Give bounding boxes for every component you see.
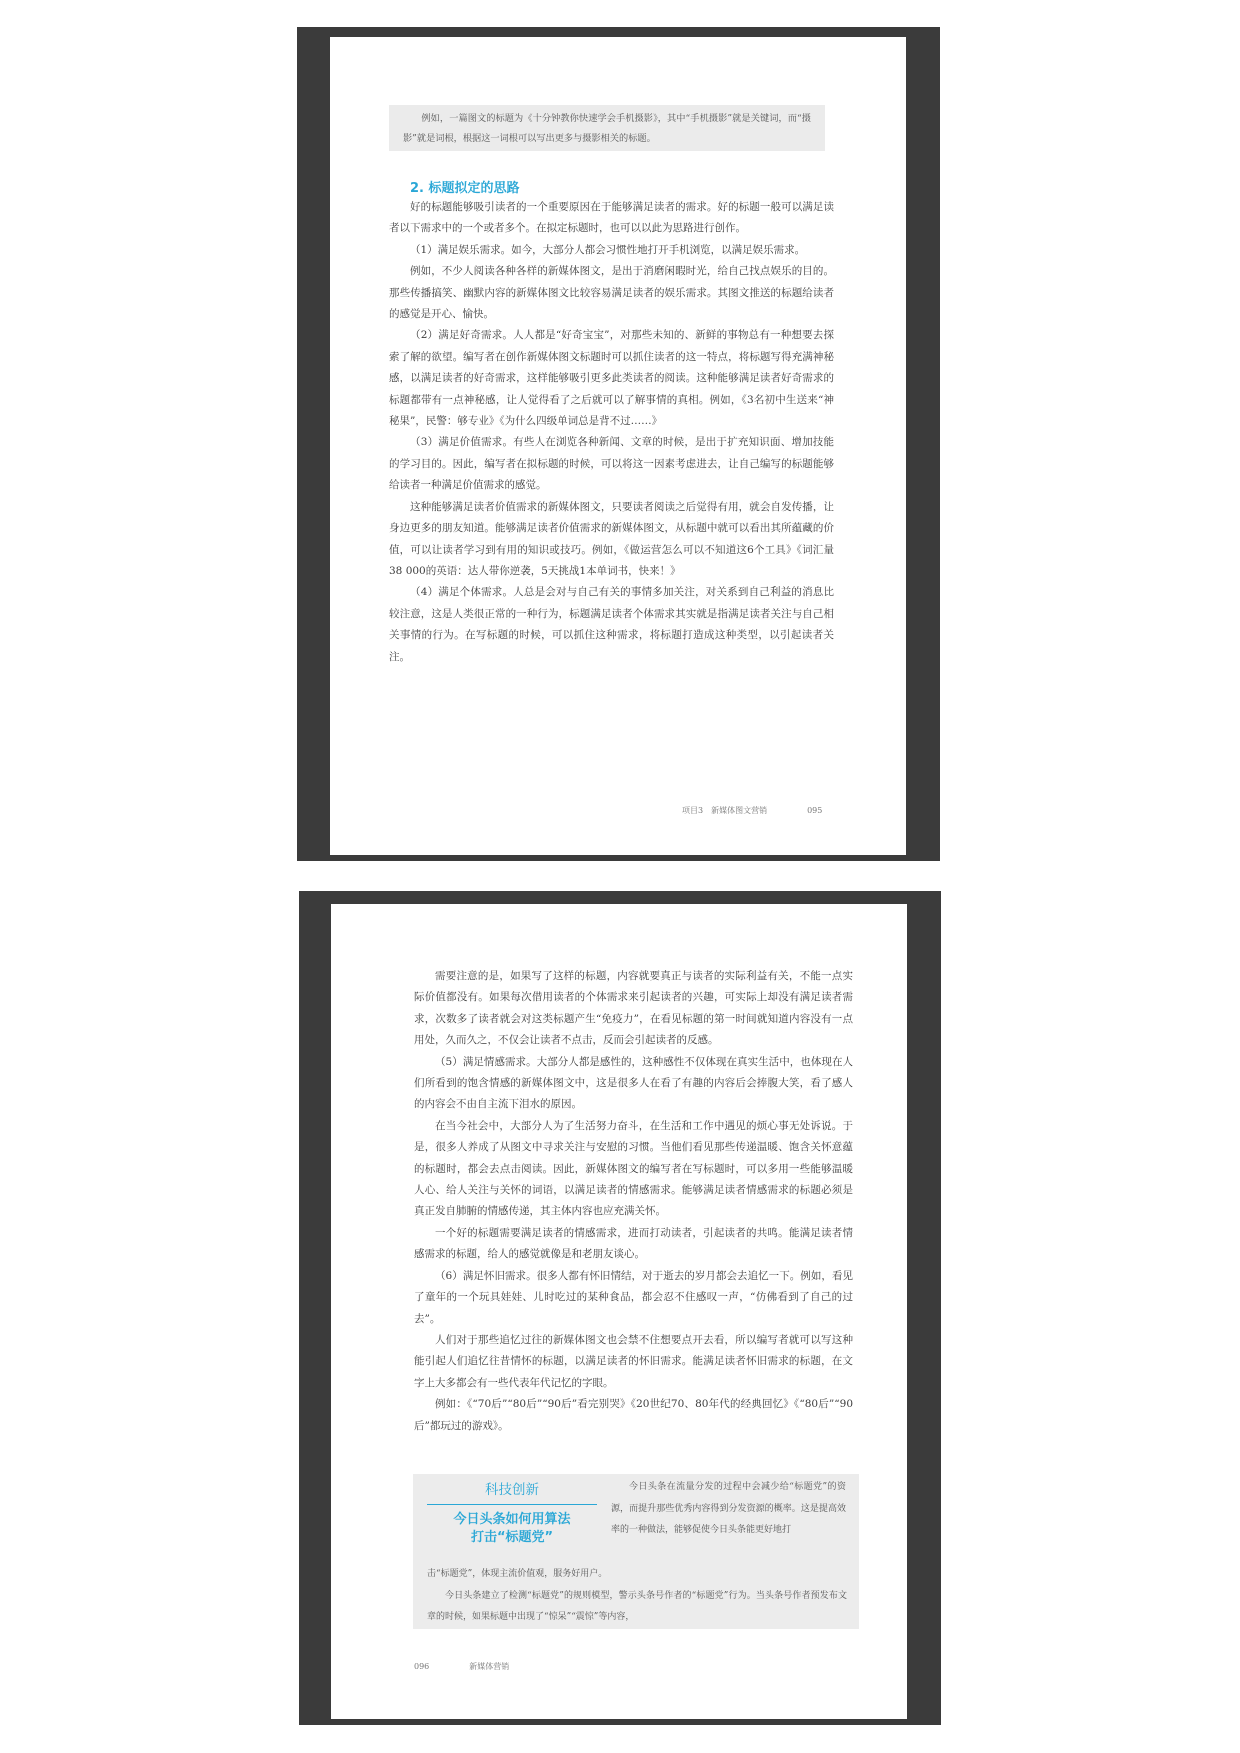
tech-box-bottom-text <box>427 1564 847 1629</box>
book-page-095 <box>330 37 906 855</box>
paragraph: 一个好的标题需要满足读者的情感需求，进而打动读者，引起读者的共鸣。能满足读者情感需求的标题，给人的感觉就像是和老朋友谈心。 <box>414 1226 853 1261</box>
body-text <box>414 966 853 1437</box>
page-scan-1 <box>297 27 940 861</box>
paragraph: 这种能够满足读者价值需求的新媒体图文，只要读者阅读之后觉得有用，就会自发传播，让身边更多的朋友知道。能够满足读者价值需求的新媒体图文，从标题中就可以看出其所蕴藏的价值，可以让读者学习到有用的知识或技巧。例如，《做运营怎么可以不知道这6个工具》《词汇量38 000的英语：达人带你逆袭，5天挑战1本单词书，快来！》 <box>389 500 834 577</box>
paragraph: （1）满足娱乐需求。如今，大部分人都会习惯性地打开手机浏览，以满足娱乐需求。 <box>410 243 806 256</box>
paragraph: （5）满足情感需求。大部分人都是感性的，这种感性不仅体现在真实生活中，也体现在人们所看到的饱含情感的新媒体图文中，这是很多人在看了有趣的内容后会捧腹大笑，看了感人的内容会不由自主流下泪水的原因。 <box>414 1055 853 1111</box>
page-footer <box>682 805 822 816</box>
page-scan-2 <box>299 891 941 1725</box>
paragraph: （3）满足价值需求。有些人在浏览各种新闻、文章的时候，是出于扩充知识面、增加技能的学习目的。因此，编写者在拟标题的时候，可以将这一因素考虑进去，让自己编写的标题能够给读者一种满足价值需求的感觉。 <box>389 436 834 492</box>
tech-box-continued: 击“标题党”，体现主流价值观，服务好用户。 <box>427 1569 608 1579</box>
tech-box-title-line: 今日头条如何用算法 <box>453 1512 571 1527</box>
page-number: 096 <box>414 1662 430 1671</box>
section-title: 2. 标题拟定的思路 <box>410 181 520 196</box>
tech-box-heading <box>427 1480 597 1547</box>
tech-innovation-box <box>413 1474 859 1629</box>
page-footer <box>414 1661 509 1672</box>
example-box <box>389 105 825 151</box>
footer-chapter: 项目3 新媒体图文营销 <box>682 806 768 815</box>
example-text: 例如，一篇图文的标题为《十分钟教你快速学会手机摄影》，其中“手机摄影”就是关键词，而“摄影”就是词根，根据这一词根可以写出更多与摄影相关的标题。 <box>403 113 811 144</box>
paragraph: （2）满足好奇需求。人人都是“好奇宝宝”，对那些未知的、新鲜的事物总有一种想要去探索了解的欲望。编写者在创作新媒体图文标题时可以抓住读者的这一特点，将标题写得充满神秘感，以满足读者的好奇需求，这样能够吸引更多此类读者的阅读。这种能够满足读者好奇需求的标题都带有一点神秘感，让人觉得看了之后就可以了解事情的真相。例如，《3名初中生送来“神秘果”，民警：够专业》《为什么四级单词总是背不过……》 <box>389 329 834 428</box>
paragraph: 例如：《“70后”“80后”“90后”看完别哭》《20世纪70、80年代的经典回忆》《“80后”“90后”都玩过的游戏》。 <box>414 1398 853 1432</box>
paragraph: 需要注意的是，如果写了这样的标题，内容就要真正与读者的实际利益有关，不能一点实际价值都没有。如果每次借用读者的个体需求来引起读者的兴趣，可实际上却没有满足读者需求，次数多了读者就会对这类标题产生“免疫力”，在看见标题的第一时间就知道内容没有一点用处，久而久之，不仅会让读者不点击，反而会引起读者的反感。 <box>414 970 853 1047</box>
page-number: 095 <box>807 806 823 815</box>
tech-box-title-line: 打击“标题党” <box>470 1530 554 1545</box>
tech-box-title <box>427 1511 597 1547</box>
paragraph: 好的标题能够吸引读者的一个重要原因在于能够满足读者的需求。好的标题一般可以满足读者以下需求中的一个或者多个。在拟定标题时，也可以以此为思路进行创作。 <box>389 201 834 235</box>
book-page-096 <box>331 904 907 1719</box>
paragraph: 在当今社会中，大部分人为了生活努力奋斗，在生活和工作中遇见的烦心事无处诉说。于是，很多人养成了从图文中寻求关注与安慰的习惯。当他们看见那些传递温暖、饱含关怀意蕴的标题时，都会去点击阅读。因此，新媒体图文的编写者在写标题时，可以多用一些能够温暖人心、给人关注与关怀的词语，以满足读者的情感需求。能够满足读者情感需求的标题必须是真正发自肺腑的情感传递，其主体内容也应充满关怀。 <box>414 1119 853 1218</box>
paragraph: （6）满足怀旧需求。很多人都有怀旧情结，对于逝去的岁月都会去追忆一下。例如，看见了童年的一个玩具娃娃、儿时吃过的某种食品，都会忍不住感叹一声，“仿佛看到了自己的过去”。 <box>414 1269 853 1325</box>
tech-box-paragraph: 今日头条在流量分发的过程中会减少给“标题党”的资源，而提升那些优秀内容得到分发资源的概率。这是提高效率的一种做法，能够促使今日头条能更好地打 <box>611 1482 846 1535</box>
tech-box-right-text <box>611 1477 846 1542</box>
paragraph: （4）满足个体需求。人总是会对与自己有关的事情多加关注，对关系到自己利益的消息比较注意，这是人类很正常的一种行为，标题满足读者个体需求其实就是指满足读者关注与自己相关事情的行为。在写标题的时候，可以抓住这种需求，将标题打造成这种类型，以引起读者关注。 <box>389 586 834 663</box>
footer-chapter: 新媒体营销 <box>469 1662 510 1671</box>
paragraph: 例如，不少人阅读各种各样的新媒体图文，是出于消磨闲暇时光，给自己找点娱乐的目的。那些传播搞笑、幽默内容的新媒体图文比较容易满足读者的娱乐需求。其图文推送的标题给读者的感觉是开心、愉快。 <box>389 265 834 321</box>
tech-box-label: 科技创新 <box>427 1480 597 1505</box>
body-text <box>389 197 834 668</box>
tech-box-paragraph: 今日头条建立了检测“标题党”的规则模型，警示头条号作者的“标题党”行为。当头条号作者预发布文章的时候，如果标题中出现了“惊呆”“震惊”等内容， <box>427 1590 847 1622</box>
paragraph: 人们对于那些追忆过往的新媒体图文也会禁不住想要点开去看，所以编写者就可以写这种能引起人们追忆往昔情怀的标题，以满足读者的怀旧需求。能满足读者怀旧需求的标题，在文字上大多都会有一些代表年代记忆的字眼。 <box>414 1333 853 1389</box>
